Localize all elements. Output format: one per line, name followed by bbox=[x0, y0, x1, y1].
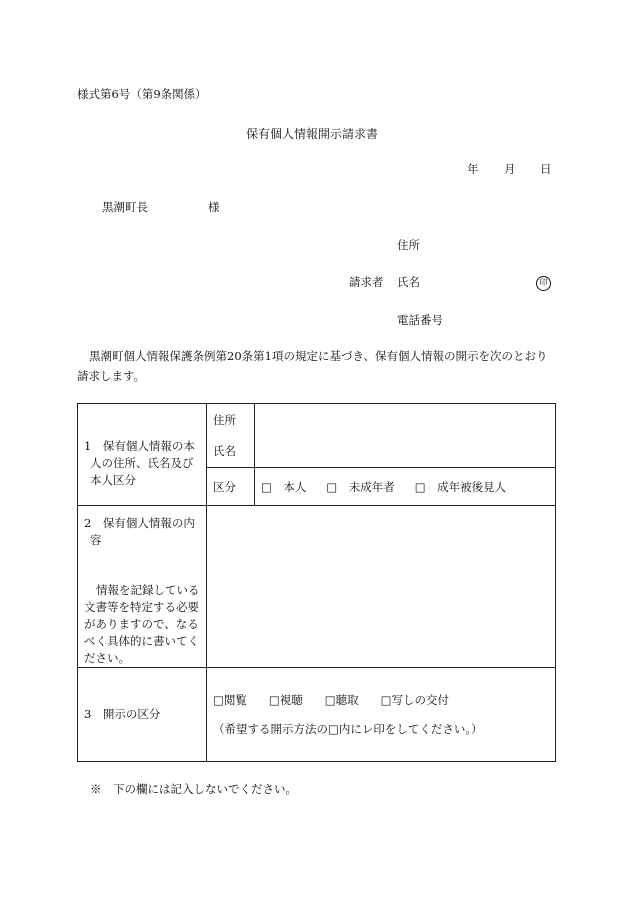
footer-note: ※ 下の欄には記入しないでください。 bbox=[90, 782, 297, 796]
date-month: 月 bbox=[504, 162, 516, 176]
row2-heading-cell bbox=[78, 506, 207, 668]
method-watch-checkbox[interactable]: □視聴 bbox=[268, 692, 303, 707]
row1-heading-line1: 1 保有個人情報の本 bbox=[84, 439, 195, 453]
row2-note-line1: 情報を記録している bbox=[96, 583, 200, 597]
row2-note-line3: がありますので、なる bbox=[84, 617, 199, 631]
requester-name-label: 氏名 bbox=[397, 275, 420, 289]
disclosure-note: （希望する開示方法の□内にレ印をしてください。） bbox=[213, 721, 483, 736]
row3-heading: 3 開示の区分 bbox=[84, 707, 161, 721]
row1-address-label: 住所 bbox=[213, 412, 236, 427]
seal-mark bbox=[536, 274, 551, 291]
method-copy-checkbox[interactable]: □写しの交付 bbox=[380, 692, 449, 707]
page-title: 保有個人情報開示請求書 bbox=[246, 127, 379, 141]
table-row bbox=[78, 668, 556, 762]
table-row bbox=[78, 506, 556, 668]
row1-heading-line2: 人の住所、氏名及び bbox=[90, 456, 194, 470]
addressee-name: 黒潮町長 bbox=[102, 200, 148, 214]
date-day: 日 bbox=[540, 162, 552, 176]
row1-heading-cell bbox=[78, 404, 207, 506]
row1-category-label: 区分 bbox=[213, 479, 236, 494]
request-table bbox=[77, 403, 556, 762]
requester-address-label: 住所 bbox=[397, 238, 420, 252]
category-label-cell bbox=[207, 468, 255, 506]
name-label-cell bbox=[207, 436, 255, 468]
row2-heading-line2: 容 bbox=[90, 533, 102, 547]
address-name-input-cell[interactable] bbox=[255, 404, 556, 468]
date-year: 年 bbox=[467, 162, 479, 176]
row2-heading-line1: 2 保有個人情報の内 bbox=[84, 516, 195, 530]
intro-text-line2: 請求します。 bbox=[77, 369, 146, 383]
option-adult-ward-checkbox[interactable]: □ 成年被後見人 bbox=[414, 479, 507, 494]
disclosure-methods-cell bbox=[207, 668, 556, 762]
seal-icon: 印 bbox=[536, 276, 551, 291]
method-view-checkbox[interactable]: □閲覧 bbox=[213, 692, 247, 707]
form-number: 様式第6号（第9条関係） bbox=[77, 87, 207, 101]
row2-note-line5: ださい。 bbox=[84, 651, 130, 665]
option-self-checkbox[interactable]: □ 本人 bbox=[261, 479, 307, 494]
info-content-input-cell[interactable] bbox=[207, 506, 556, 668]
option-minor-checkbox[interactable]: □ 未成年者 bbox=[326, 479, 395, 494]
row2-note-line4: べく具体的に書いてく bbox=[84, 634, 199, 648]
method-listen-checkbox[interactable]: □聴取 bbox=[324, 692, 359, 707]
intro-text-line1: 黒潮町個人情報保護条例第20条第1項の規定に基づき、保有個人情報の開示を次のとおり bbox=[89, 349, 548, 363]
table-row bbox=[78, 404, 556, 436]
requester-phone-label: 電話番号 bbox=[397, 313, 443, 327]
category-options-cell bbox=[255, 468, 556, 506]
addressee-honorific: 様 bbox=[208, 200, 220, 214]
address-label-cell bbox=[207, 404, 255, 436]
row2-note-line2: 文書等を特定する必要 bbox=[84, 600, 199, 614]
row1-name-label: 氏名 bbox=[213, 444, 236, 459]
row3-heading-cell bbox=[78, 668, 207, 762]
requester-label: 請求者 bbox=[349, 275, 384, 289]
row1-heading-line3: 本人区分 bbox=[90, 473, 136, 487]
